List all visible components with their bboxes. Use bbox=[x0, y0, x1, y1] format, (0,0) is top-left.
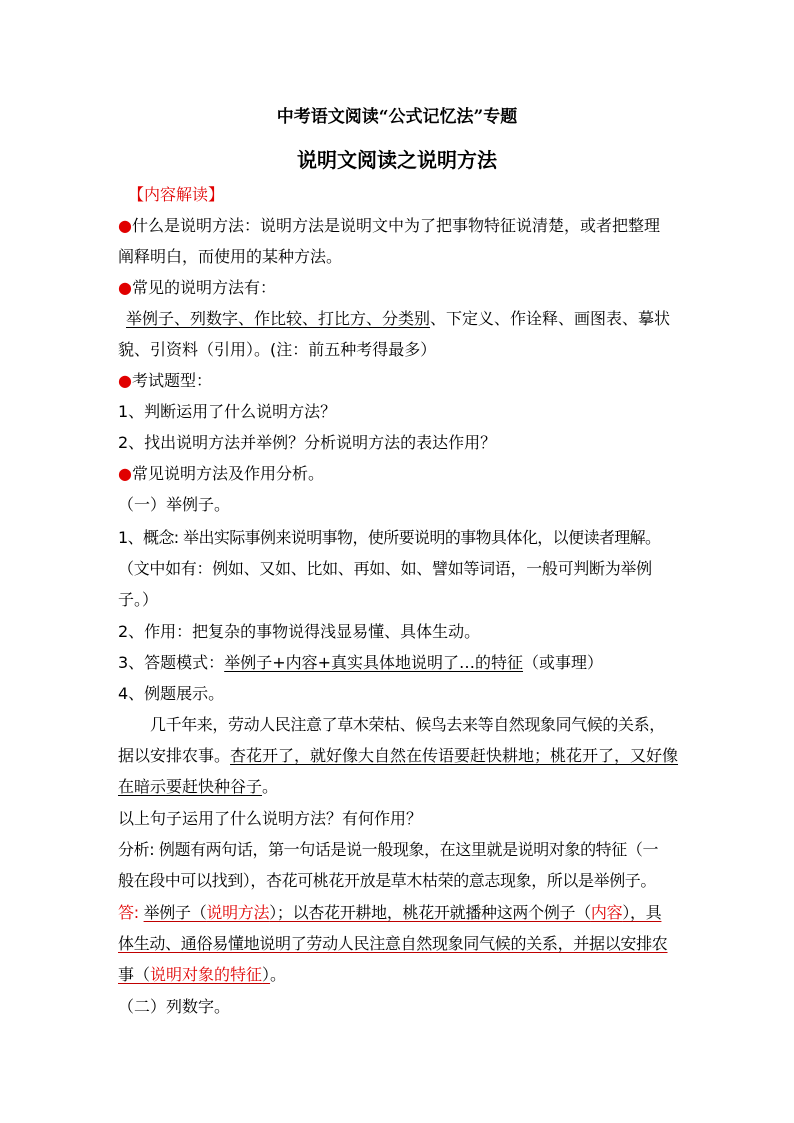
analysis-line-1: 分析: 例题有两句话，第一句话是说一般现象，在这里就是说明对象的特征（一 bbox=[118, 840, 659, 859]
passage-end: 。 bbox=[262, 777, 279, 796]
bullet-icon: ● bbox=[118, 216, 132, 235]
common-methods-head bbox=[118, 277, 688, 299]
common-head-text: 常见的说明方法有： bbox=[131, 278, 276, 297]
concept-line-3: 子。） bbox=[118, 590, 159, 609]
exam-head-text: 考试题型： bbox=[131, 371, 212, 390]
answer-line-3 bbox=[118, 964, 688, 986]
bullet-icon: ● bbox=[118, 464, 132, 483]
example-section-heading: （一）举例子。 bbox=[118, 495, 231, 514]
passage-line-2 bbox=[118, 745, 688, 767]
exam-question-2: 2、找出说明方法并举例？分析说明方法的表达作用？ bbox=[118, 433, 497, 452]
passage-plain: 据以安排农事。 bbox=[118, 746, 231, 765]
what-is-head: 什么是说明方法： bbox=[131, 216, 260, 235]
exam-types-head bbox=[118, 370, 688, 392]
common-methods-line-2: 貌、引资料（引用）。(注：前五种考得最多） bbox=[118, 340, 437, 359]
answer-part-3: ）；以杏花开耕地，桃花开就播种这两个例子（ bbox=[269, 903, 591, 922]
common-methods-underlined: 举例子、列数字、作比较、打比方、分类别 bbox=[126, 309, 431, 328]
passage-line-3 bbox=[118, 776, 688, 798]
answer-line-2: 体生动、通俗易懂地说明了劳动人民注意自然现象同气候的关系，并据以安排农 bbox=[118, 934, 668, 953]
document-subtitle: 说明文阅读之说明方法 bbox=[297, 148, 497, 172]
analysis-head bbox=[118, 463, 688, 485]
answer-line-3-c: ） bbox=[262, 965, 271, 984]
answer-model-line bbox=[118, 652, 688, 674]
answer-line-3-a: 事（ bbox=[118, 965, 151, 984]
answer-label: 答: bbox=[118, 903, 139, 922]
model-prefix: 3、答题模式： bbox=[118, 653, 225, 672]
answer-line-3-d: 。 bbox=[270, 965, 287, 984]
answer-method-note: 说明方法 bbox=[206, 903, 270, 922]
model-suffix: （或事理） bbox=[523, 653, 604, 672]
passage-underlined-2: 在暗示要赶快种谷子 bbox=[118, 777, 263, 796]
answer-part-1: 举例子（ bbox=[143, 903, 207, 922]
model-underlined: 举例子+内容+真实具体地说明了…的特征 bbox=[224, 653, 524, 672]
next-section-heading: （二）列数字。 bbox=[118, 997, 231, 1016]
common-methods-rest: 、下定义、作诠释、画图表、摹状 bbox=[430, 309, 671, 328]
concept-line-1: 1、概念: 举出实际事例来说明事物，使所要说明的事物具体化，以便读者理解。 bbox=[118, 528, 661, 547]
what-is-text: 说明方法是说明文中为了把事物特征说清楚，或者把整理 bbox=[259, 216, 660, 235]
answer-content-note: 内容 bbox=[590, 903, 623, 922]
demo-line: 4、例题展示。 bbox=[118, 684, 225, 703]
answer-line-1 bbox=[118, 902, 688, 924]
bullet-icon: ● bbox=[118, 278, 132, 297]
effect-line: 2、作用：把复杂的事物说得浅显易懂、具体生动。 bbox=[118, 622, 481, 641]
what-is-line-1 bbox=[118, 215, 688, 237]
question-line: 以上句子运用了什么说明方法？有何作用？ bbox=[118, 809, 423, 828]
passage-underlined-1: 杏花开了，就好像大自然在传语要赶快耕地；桃花开了，又好像 bbox=[230, 746, 679, 765]
bullet-icon: ● bbox=[118, 371, 132, 390]
exam-question-1: 1、判断运用了什么说明方法？ bbox=[118, 402, 337, 421]
section-label: 【内容解读】 bbox=[128, 185, 225, 204]
passage-line-1: 几千年来，劳动人民注意了草木荣枯、候鸟去来等自然现象同气候的关系， bbox=[150, 715, 665, 734]
what-is-line-2: 阐释明白，而使用的某种方法。 bbox=[118, 247, 343, 266]
document-title: 中考语文阅读“公式记忆法”专题 bbox=[276, 107, 518, 127]
analysis-head-text: 常见说明方法及作用分析。 bbox=[131, 464, 324, 483]
answer-feature-note: 说明对象的特征 bbox=[150, 965, 263, 984]
analysis-line-2: 般在段中可以找到），杏花可桃花开放是草木枯荣的意志现象，所以是举例子。 bbox=[118, 871, 657, 890]
concept-line-2: （文中如有：例如、又如、比如、再如、如、譬如等词语，一般可判断为举例 bbox=[118, 559, 652, 578]
common-methods-line-1 bbox=[126, 308, 696, 330]
answer-part-5: ），具 bbox=[622, 903, 662, 922]
